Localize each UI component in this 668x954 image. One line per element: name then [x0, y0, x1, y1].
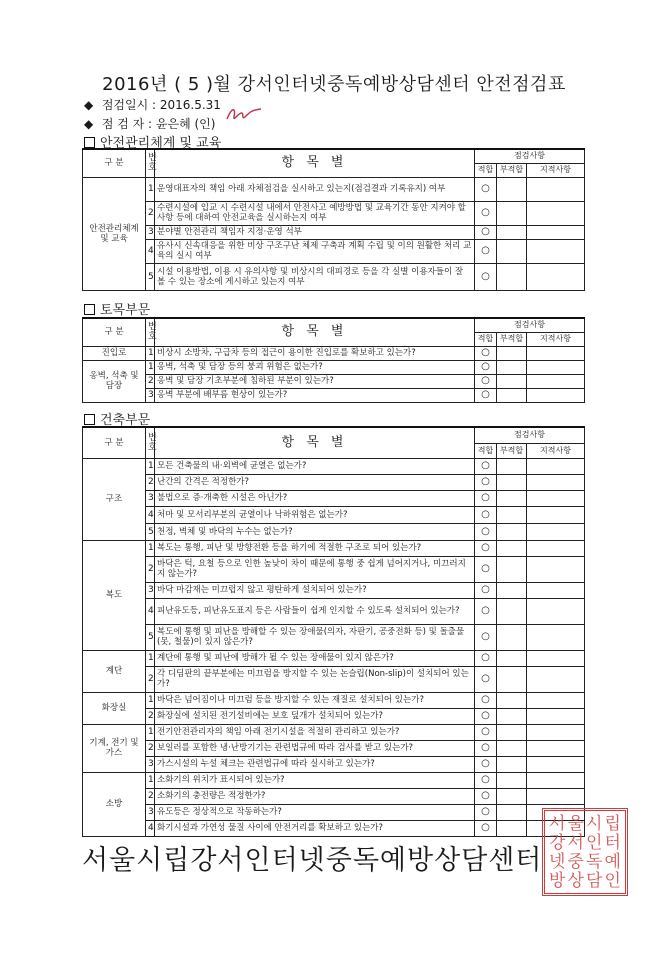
row-number: 2	[146, 556, 155, 582]
table-row	[83, 201, 585, 225]
section-title-civil: 토목부문	[84, 299, 150, 318]
diamond-bullet-icon: ◆	[84, 117, 94, 131]
row-text: 수련시설에 입교 시 수련시설 내에서 안전사고 예방방법 및 교육기간 동안 지켜야 할 사항 등에 대하여 안전교육을 실시하는지 여부	[155, 201, 475, 225]
table-row	[83, 374, 585, 388]
checkbox-square-icon	[84, 414, 95, 425]
notes-cell	[527, 582, 585, 598]
row-number: 5	[146, 624, 155, 650]
notes-cell	[527, 490, 585, 506]
not-ok-cell	[497, 177, 527, 201]
header-notes: 지적사항	[527, 163, 585, 177]
row-text: 불법으로 증·개축한 시설은 아닌가?	[155, 490, 475, 506]
document-title: 2016년 ( 5 )월 강서인터넷중독예방상담센터 안전점검표	[102, 74, 566, 95]
category-cell: 구조	[83, 458, 146, 540]
table-row	[83, 506, 585, 523]
header-check-group: 점검사항	[475, 427, 585, 443]
header-ok: 적합	[475, 163, 497, 177]
notes-cell	[527, 374, 585, 388]
row-text: 소화기의 위치가 표시되어 있는가?	[155, 772, 475, 788]
ok-mark: ○	[475, 346, 497, 360]
category-cell: 진입로	[83, 346, 146, 360]
header-items: 항 목 별	[155, 149, 475, 177]
not-ok-cell	[497, 540, 527, 556]
section-title-safety-management: 안전관리체계 및 교육	[84, 132, 221, 151]
table-row	[83, 523, 585, 540]
row-text: 전기안전관리자의 책임 아래 전기시설을 적절히 관리하고 있는가?	[155, 724, 475, 740]
notes-cell	[527, 225, 585, 239]
ok-mark: ○	[475, 820, 497, 836]
row-text: 비상시 소방차, 구급차 등의 접근이 용이한 진입로를 확보하고 있는가?	[155, 346, 475, 360]
not-ok-cell	[497, 708, 527, 724]
table-row	[83, 788, 585, 804]
row-text: 처마 및 모서리부분의 균열이나 낙하위험은 없는가?	[155, 506, 475, 523]
ok-mark: ○	[475, 239, 497, 263]
checkbox-square-icon	[84, 304, 95, 315]
table-row	[83, 740, 585, 756]
not-ok-cell	[497, 374, 527, 388]
ok-mark: ○	[475, 506, 497, 523]
not-ok-cell	[497, 788, 527, 804]
table-row	[83, 239, 585, 263]
ok-mark: ○	[475, 772, 497, 788]
row-text: 옹벽 부분에 배부름 현상이 있는가?	[155, 388, 475, 402]
row-text: 모든 건축물의 내·외벽에 균열은 없는가?	[155, 458, 475, 474]
row-text: 피난유도등, 피난유도표지 등은 사람들이 쉽게 인지할 수 있도록 설치되어 있는가?	[155, 598, 475, 624]
not-ok-cell	[497, 692, 527, 708]
row-text: 옹벽, 석축 및 담장 등의 붕괴 위험은 없는가?	[155, 360, 475, 374]
row-text: 계단에 통행 및 피난에 방해가 될 수 있는 장애물이 있지 않은가?	[155, 650, 475, 666]
row-number: 2	[146, 201, 155, 225]
not-ok-cell	[497, 225, 527, 239]
notes-cell	[527, 692, 585, 708]
row-number: 1	[146, 346, 155, 360]
not-ok-cell	[497, 598, 527, 624]
table-row	[83, 263, 585, 290]
row-number: 2	[146, 740, 155, 756]
row-text: 바닥은 넘어짐이나 미끄럼 등을 방지할 수 있는 재질로 설치되어 있는가?	[155, 692, 475, 708]
row-number: 1	[146, 177, 155, 201]
not-ok-cell	[497, 360, 527, 374]
row-number: 1	[146, 724, 155, 740]
inspector-text: 점 검 자 : 윤은혜 (인)	[101, 117, 216, 131]
not-ok-cell	[497, 804, 527, 820]
header-check-group: 점검사항	[475, 149, 585, 163]
table-row	[83, 724, 585, 740]
notes-cell	[527, 708, 585, 724]
table-row	[83, 225, 585, 239]
row-number: 4	[146, 820, 155, 836]
diamond-bullet-icon: ◆	[84, 98, 94, 112]
building-table	[82, 426, 585, 837]
not-ok-cell	[497, 820, 527, 836]
row-number: 1	[146, 540, 155, 556]
row-number: 5	[146, 263, 155, 290]
row-text: 소화기의 충전량은 적정한가?	[155, 788, 475, 804]
row-text: 유사시 신속대응을 위한 비상 구조구난 체제 구축과 계획 수립 및 이의 원활한 처리 교육의 실시 여부	[155, 239, 475, 263]
civil-table	[82, 317, 585, 403]
ok-mark: ○	[475, 374, 497, 388]
header-notes: 지적사항	[527, 443, 585, 458]
ok-mark: ○	[475, 225, 497, 239]
table-row	[83, 650, 585, 666]
ok-mark: ○	[475, 177, 497, 201]
ok-mark: ○	[475, 624, 497, 650]
ok-mark: ○	[475, 582, 497, 598]
notes-cell	[527, 201, 585, 225]
not-ok-cell	[497, 201, 527, 225]
ok-mark: ○	[475, 788, 497, 804]
table-row	[83, 490, 585, 506]
ok-mark: ○	[475, 360, 497, 374]
not-ok-cell	[497, 724, 527, 740]
ok-mark: ○	[475, 540, 497, 556]
row-number: 4	[146, 598, 155, 624]
ok-mark: ○	[475, 740, 497, 756]
header-not-ok: 부적합	[497, 163, 527, 177]
not-ok-cell	[497, 582, 527, 598]
checkbox-square-icon	[84, 137, 95, 148]
table-row	[83, 624, 585, 650]
category-cell: 안전관리체계 및 교육	[83, 177, 146, 290]
notes-cell	[527, 788, 585, 804]
row-text: 보일러를 포함한 냉·난방기기는 관련법규에 따라 검사를 받고 있는가?	[155, 740, 475, 756]
table-row	[83, 177, 585, 201]
table-row	[83, 708, 585, 724]
notes-cell	[527, 624, 585, 650]
category-cell: 기계, 전기 및 가스	[83, 724, 146, 772]
header-category: 구 분	[83, 318, 146, 346]
header-not-ok: 부적합	[497, 332, 527, 346]
row-text: 난간의 간격은 적정한가?	[155, 474, 475, 490]
category-cell: 화장실	[83, 692, 146, 724]
not-ok-cell	[497, 346, 527, 360]
notes-cell	[527, 388, 585, 402]
ok-mark: ○	[475, 692, 497, 708]
notes-cell	[527, 772, 585, 788]
not-ok-cell	[497, 263, 527, 290]
header-number: 번호	[146, 427, 155, 458]
not-ok-cell	[497, 556, 527, 582]
notes-cell	[527, 346, 585, 360]
ok-mark: ○	[475, 263, 497, 290]
not-ok-cell	[497, 523, 527, 540]
row-text: 복도는 통행, 피난 및 방향전환 등을 하기에 적절한 구조로 되어 있는가?	[155, 540, 475, 556]
header-notes: 지적사항	[527, 332, 585, 346]
not-ok-cell	[497, 388, 527, 402]
inspector	[84, 115, 215, 132]
not-ok-cell	[497, 756, 527, 772]
table-row	[83, 772, 585, 788]
ok-mark: ○	[475, 650, 497, 666]
row-text: 복도에 통행 및 피난을 방해할 수 있는 장애물(의자, 자판기, 공중전화 등) 및 돌출물(못, 철물)이 있지 않은가?	[155, 624, 475, 650]
row-text: 옹벽 및 담장 기초부분에 침하된 부분이 있는가?	[155, 374, 475, 388]
table-row	[83, 582, 585, 598]
row-number: 1	[146, 692, 155, 708]
ok-mark: ○	[475, 708, 497, 724]
ok-mark: ○	[475, 523, 497, 540]
table-row	[83, 820, 585, 836]
table-row	[83, 556, 585, 582]
row-number: 1	[146, 650, 155, 666]
table-row	[83, 756, 585, 772]
category-cell: 복도	[83, 540, 146, 650]
notes-cell	[527, 239, 585, 263]
not-ok-cell	[497, 772, 527, 788]
header-number: 번호	[146, 318, 155, 346]
notes-cell	[527, 666, 585, 692]
not-ok-cell	[497, 650, 527, 666]
row-number: 3	[146, 225, 155, 239]
table-row	[83, 458, 585, 474]
row-number: 2	[146, 666, 155, 692]
notes-cell	[527, 756, 585, 772]
row-text: 가스시설의 누설 체크는 관련법규에 따라 실시하고 있는가?	[155, 756, 475, 772]
row-text: 시설 이용방법, 이용 시 유의사항 및 비상시의 대피경로 등을 각 실별 이용자들이 잘 볼 수 있는 장소에 게시하고 있는지 여부	[155, 263, 475, 290]
safety-management-table	[82, 148, 585, 291]
category-cell: 소방	[83, 772, 146, 836]
not-ok-cell	[497, 506, 527, 523]
header-number: 번호	[146, 149, 155, 177]
not-ok-cell	[497, 740, 527, 756]
seal-glyphs: 서 울 시 립 강 서 인 터 넷 중 독 예 방 상 담 인	[549, 813, 621, 891]
row-text: 유도등은 정상적으로 작동하는가?	[155, 804, 475, 820]
notes-cell	[527, 177, 585, 201]
inspection-date-text: 점검일시 : 2016.5.31	[101, 98, 221, 112]
row-text: 분야별 안전관리 책임자 지정·운영 석부	[155, 225, 475, 239]
notes-cell	[527, 506, 585, 523]
row-number: 1	[146, 772, 155, 788]
row-number: 3	[146, 582, 155, 598]
ok-mark: ○	[475, 388, 497, 402]
notes-cell	[527, 540, 585, 556]
header-items: 항 목 별	[155, 318, 475, 346]
table-row	[83, 692, 585, 708]
row-number: 3	[146, 388, 155, 402]
ok-mark: ○	[475, 556, 497, 582]
notes-cell	[527, 650, 585, 666]
not-ok-cell	[497, 624, 527, 650]
notes-cell	[527, 474, 585, 490]
notes-cell	[527, 724, 585, 740]
table-row	[83, 388, 585, 402]
ok-mark: ○	[475, 474, 497, 490]
notes-cell	[527, 556, 585, 582]
table-row	[83, 346, 585, 360]
row-number: 2	[146, 788, 155, 804]
header-category: 구 분	[83, 149, 146, 177]
header-ok: 적합	[475, 443, 497, 458]
row-number: 4	[146, 239, 155, 263]
row-text: 바닥은 턱, 요철 등으로 인한 높낮이 차이 때문에 통행 중 쉽게 넘어지거나, 미끄러지지 않는가?	[155, 556, 475, 582]
table-row	[83, 804, 585, 820]
table-row	[83, 598, 585, 624]
row-text: 화장실에 설치된 전기설비에는 보호 덮개가 설치되어 있는가?	[155, 708, 475, 724]
category-cell: 옹벽, 석축 및 담장	[83, 360, 146, 402]
row-number: 2	[146, 374, 155, 388]
not-ok-cell	[497, 239, 527, 263]
ok-mark: ○	[475, 201, 497, 225]
row-number: 1	[146, 458, 155, 474]
row-number: 3	[146, 490, 155, 506]
notes-cell	[527, 458, 585, 474]
row-number: 3	[146, 756, 155, 772]
row-text: 천정, 벽체 및 바닥의 누수는 없는가?	[155, 523, 475, 540]
not-ok-cell	[497, 458, 527, 474]
ok-mark: ○	[475, 490, 497, 506]
row-number: 2	[146, 708, 155, 724]
notes-cell	[527, 740, 585, 756]
header-category: 구 분	[83, 427, 146, 458]
ok-mark: ○	[475, 804, 497, 820]
not-ok-cell	[497, 666, 527, 692]
row-text: 화기시설과 가연성 물질 사이에 안전거리를 확보하고 있는가?	[155, 820, 475, 836]
ok-mark: ○	[475, 598, 497, 624]
notes-cell	[527, 263, 585, 290]
table-row	[83, 474, 585, 490]
row-number: 1	[146, 360, 155, 374]
signature-scribble-icon	[224, 104, 264, 126]
header-ok: 적합	[475, 332, 497, 346]
not-ok-cell	[497, 474, 527, 490]
row-text: 바닥 마감재는 미끄럽지 않고 평탄하게 설치되어 있는가?	[155, 582, 475, 598]
notes-cell	[527, 598, 585, 624]
notes-cell	[527, 360, 585, 374]
notes-cell	[527, 523, 585, 540]
header-items: 항 목 별	[155, 427, 475, 458]
header-check-group: 점검사항	[475, 318, 585, 332]
header-not-ok: 부적합	[497, 443, 527, 458]
not-ok-cell	[497, 490, 527, 506]
table-row	[83, 360, 585, 374]
category-cell: 계단	[83, 650, 146, 692]
row-number: 4	[146, 506, 155, 523]
footer-organization: 서울시립강서인터넷중독예방상담센터	[82, 845, 543, 876]
row-number: 3	[146, 804, 155, 820]
row-number: 5	[146, 523, 155, 540]
table-row	[83, 540, 585, 556]
row-number: 2	[146, 474, 155, 490]
ok-mark: ○	[475, 724, 497, 740]
row-text: 각 디딤판의 끝부분에는 미끄럼을 방지할 수 있는 논슬립(Non-slip)이 설치되어 있는가?	[155, 666, 475, 692]
row-text: 운영대표자의 책임 아래 자체점검을 실시하고 있는지(점검결과 기록유지) 여부	[155, 177, 475, 201]
table-row	[83, 666, 585, 692]
ok-mark: ○	[475, 756, 497, 772]
inspection-date	[84, 96, 221, 113]
ok-mark: ○	[475, 458, 497, 474]
official-seal-stamp-icon	[542, 808, 628, 896]
ok-mark: ○	[475, 666, 497, 692]
section-title-building: 건축부문	[84, 409, 150, 428]
